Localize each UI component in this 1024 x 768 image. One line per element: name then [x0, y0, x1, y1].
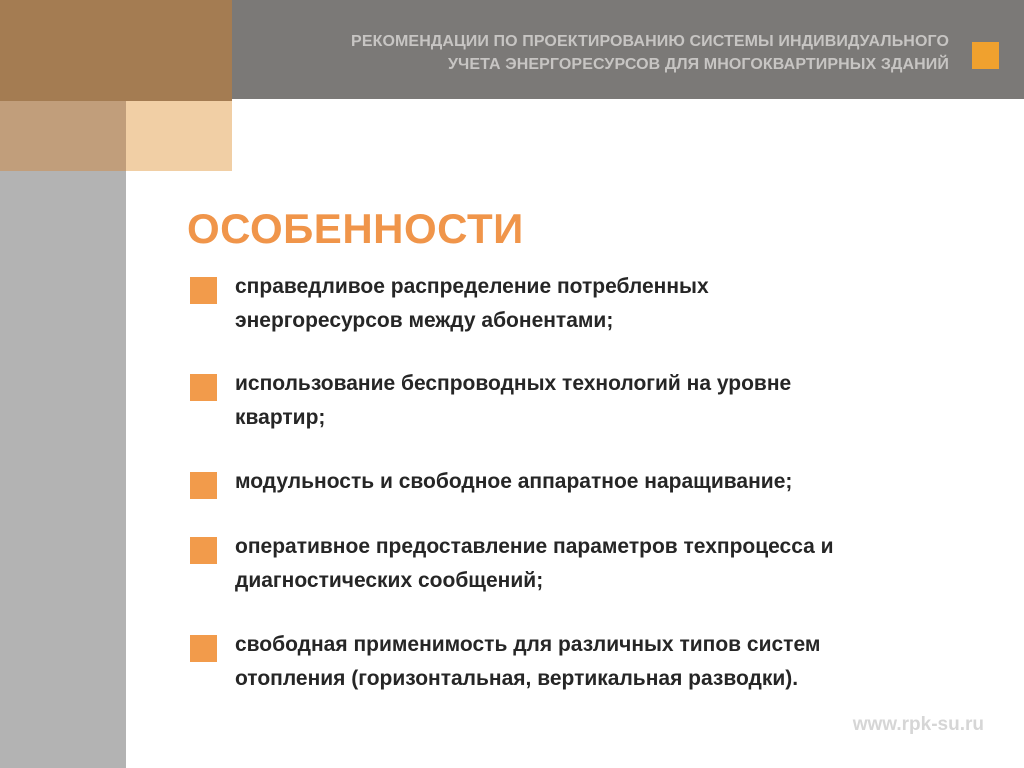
footer-website-link[interactable]: www.rpk-su.ru — [852, 714, 984, 735]
bullet-text-line-2: диагностических сообщений; — [235, 569, 544, 592]
bullet-text-line-1: модульность и свободное аппаратное наращивание; — [235, 470, 793, 493]
bullet-square-icon — [190, 374, 217, 401]
bullet-text — [235, 270, 955, 338]
bullet-square-icon — [190, 537, 217, 564]
bullet-text-line-1: использование беспроводных технологий на уровне — [235, 372, 792, 395]
header-title-line-2: УЧЕТА ЭНЕРГОРЕСУРСОВ ДЛЯ МНОГОКВАРТИРНЫХ ЗДАНИЙ — [448, 56, 949, 73]
bullet-text — [235, 628, 955, 696]
bullet-square-icon — [190, 635, 217, 662]
bullet-text-line-1: оперативное предоставление параметров техпроцесса и — [235, 535, 834, 558]
bullet-text — [235, 465, 955, 499]
bullet-text-line-2: отопления (горизонтальная, вертикальная разводки). — [235, 667, 799, 690]
bullet-square-icon — [190, 472, 217, 499]
bullet-text-line-1: свободная применимость для различных типов систем — [235, 633, 821, 656]
bullet-text-line-2: энергоресурсов между абонентами; — [235, 309, 614, 332]
bullet-text — [235, 367, 955, 435]
bullet-text-line-2: квартир; — [235, 406, 326, 429]
section-title: ОСОБЕННОСТИ — [187, 205, 524, 252]
bullet-text-line-1: справедливое распределение потребленных — [235, 275, 709, 298]
bullet-text — [235, 530, 955, 598]
bullet-square-icon — [190, 277, 217, 304]
header-title-line-1: РЕКОМЕНДАЦИИ ПО ПРОЕКТИРОВАНИЮ СИСТЕМЫ ИНДИВИДУАЛЬНОГО — [351, 33, 949, 50]
